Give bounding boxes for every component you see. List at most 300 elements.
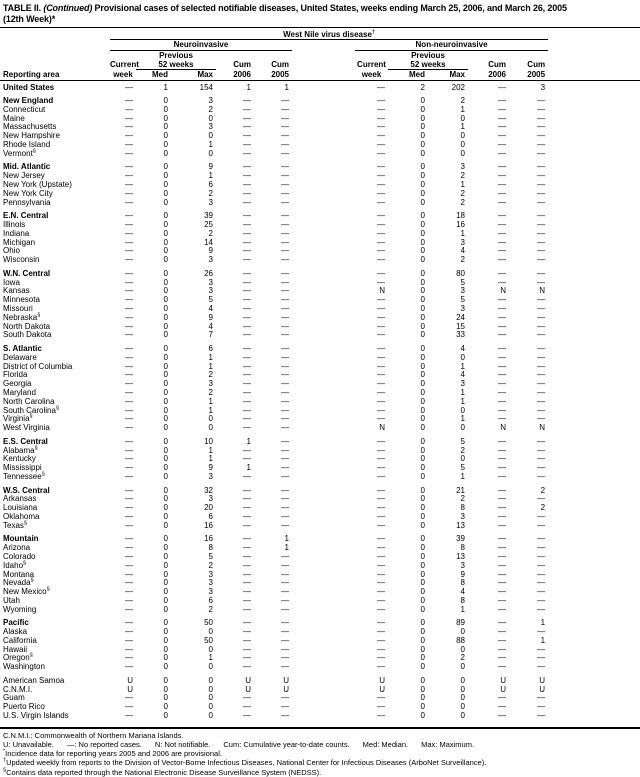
value-cell: 0 — [163, 471, 168, 481]
value-cell: — — [281, 344, 289, 353]
value-cell: — — [125, 82, 133, 92]
value-cell: 0 — [208, 423, 213, 433]
value-cell: — — [498, 197, 506, 207]
table-row — [0, 424, 640, 433]
value-cell: 0 — [163, 551, 168, 561]
value-cell: 0 — [163, 494, 168, 504]
column-gap — [292, 597, 355, 606]
value-cell: — — [125, 104, 133, 114]
value-cell: — — [498, 295, 506, 305]
value-cell: 1 — [208, 396, 213, 406]
value-cell: — — [498, 277, 506, 287]
value-cell: 1 — [460, 228, 465, 238]
trailing-space — [548, 447, 640, 456]
column-gap — [292, 672, 355, 686]
value-cell: 2 — [208, 188, 213, 198]
col-header-current-neuro: Current — [110, 60, 139, 69]
value-cell: — — [537, 148, 546, 158]
value-cell: 0 — [460, 454, 465, 464]
value-cell: — — [243, 171, 251, 181]
reporting-area-cell: Maryland — [3, 387, 36, 397]
value-cell: 2 — [460, 653, 465, 663]
notifiable-diseases-table — [0, 28, 640, 729]
trailing-space — [548, 531, 640, 545]
value-cell: 0 — [163, 211, 168, 221]
reporting-area-cell: Wyoming — [3, 604, 37, 614]
column-gap — [292, 354, 355, 363]
value-cell: — — [125, 414, 133, 424]
value-cell: — — [243, 387, 251, 397]
value-cell: — — [281, 387, 289, 397]
value-cell: — — [498, 370, 506, 380]
value-cell: — — [281, 551, 289, 561]
value-cell: — — [498, 662, 506, 672]
value-cell: 2 — [460, 197, 465, 207]
value-cell: — — [377, 387, 385, 397]
value-cell: — — [498, 304, 506, 314]
reporting-area-cell: Massachusetts — [3, 122, 57, 132]
value-cell: — — [498, 171, 506, 181]
value-cell: 7 — [208, 330, 213, 340]
header-blank — [509, 50, 548, 60]
value-cell: 3 — [460, 511, 465, 521]
value-cell: — — [243, 228, 251, 238]
value-cell: 0 — [420, 131, 425, 141]
trailing-space — [548, 221, 640, 230]
value-cell: — — [243, 295, 251, 305]
value-cell: — — [498, 321, 506, 331]
value-cell: 24 — [456, 312, 465, 322]
legend-med: Med: Median. — [362, 740, 409, 750]
trailing-space — [548, 571, 640, 580]
value-cell: 1 — [163, 82, 168, 92]
value-cell: — — [125, 702, 133, 712]
value-cell: — — [243, 197, 251, 207]
value-cell: — — [377, 255, 385, 265]
value-cell: — — [377, 171, 385, 181]
value-cell: 33 — [456, 330, 465, 340]
footnote-section — [3, 768, 640, 777]
trailing-space — [548, 694, 640, 703]
column-gap — [292, 522, 355, 531]
legend-unavailable: U: Unavailable. — [3, 740, 54, 750]
value-cell: U — [283, 684, 289, 694]
value-cell: 0 — [420, 370, 425, 380]
column-gap — [292, 181, 355, 190]
value-cell: — — [125, 131, 133, 141]
value-cell: 0 — [163, 148, 168, 158]
trailing-space — [548, 433, 640, 447]
value-cell: 25 — [204, 220, 213, 230]
value-cell: 0 — [163, 370, 168, 380]
value-cell: — — [125, 220, 133, 230]
value-cell: 0 — [208, 148, 213, 158]
col-header-med-neuro: Med — [136, 69, 171, 80]
value-cell: 0 — [208, 711, 213, 721]
value-cell: — — [377, 304, 385, 314]
reporting-area-cell: Mississippi — [3, 463, 42, 473]
reporting-area-cell: Illinois — [3, 220, 26, 230]
value-cell: — — [281, 405, 289, 415]
value-cell: 10 — [204, 436, 213, 446]
table-row — [0, 331, 640, 340]
value-cell: — — [281, 295, 289, 305]
value-cell: — — [377, 370, 385, 380]
reporting-area-cell: E.S. Central — [3, 436, 48, 446]
value-cell: 8 — [460, 503, 465, 513]
value-cell: — — [377, 211, 385, 221]
value-cell: — — [243, 344, 251, 353]
value-cell: — — [537, 104, 546, 114]
value-cell: — — [498, 220, 506, 230]
value-cell: — — [498, 702, 506, 712]
value-cell: — — [377, 569, 385, 579]
column-gap — [292, 646, 355, 655]
col-header-cum2006-neuro: Cum — [233, 60, 251, 69]
value-cell: 0 — [163, 113, 168, 123]
value-cell: — — [498, 255, 506, 265]
value-cell: — — [125, 197, 133, 207]
reporting-area-cell: C.N.M.I. — [3, 684, 33, 694]
value-cell: 2 — [208, 370, 213, 380]
value-cell: — — [537, 494, 546, 504]
value-cell: — — [377, 228, 385, 238]
value-cell: 1 — [284, 543, 289, 553]
column-gap — [292, 247, 355, 256]
value-cell: 50 — [204, 635, 213, 645]
value-cell: 0 — [163, 312, 168, 322]
trailing-space — [548, 712, 640, 728]
value-cell: 1 — [460, 387, 465, 397]
value-cell: — — [125, 711, 133, 721]
value-cell: — — [498, 471, 506, 481]
reporting-area-cell: Hawaii — [3, 644, 28, 654]
table-row — [0, 265, 640, 279]
value-cell: 0 — [163, 520, 168, 530]
footnote-text: Incidence data for reporting years 2005 and 2006 are provisional. — [5, 749, 222, 759]
reporting-area-cell: California — [3, 635, 37, 645]
value-cell: 2 — [208, 387, 213, 397]
column-gap — [292, 398, 355, 407]
table-row — [0, 207, 640, 221]
value-cell: 0 — [163, 414, 168, 424]
value-cell: 2 — [208, 228, 213, 238]
value-cell: 0 — [163, 96, 168, 106]
value-cell: 0 — [460, 423, 465, 433]
value-cell: — — [125, 445, 133, 455]
value-cell: — — [537, 578, 546, 588]
value-cell: — — [498, 494, 506, 504]
reporting-area-cell: Colorado — [3, 551, 36, 561]
value-cell: 0 — [420, 693, 425, 703]
value-cell: — — [537, 520, 546, 530]
column-gap — [292, 363, 355, 372]
value-cell: 0 — [420, 321, 425, 331]
value-cell: — — [498, 246, 506, 256]
value-cell: 0 — [208, 662, 213, 672]
col-header-week-nonneuro: week — [355, 69, 388, 80]
reporting-area-cell: W.N. Central — [3, 268, 51, 278]
value-cell: — — [377, 463, 385, 473]
trailing-space — [548, 80, 640, 92]
value-cell: U — [379, 684, 385, 694]
value-cell: 2 — [460, 494, 465, 504]
column-gap — [292, 199, 355, 208]
value-cell: — — [243, 122, 251, 132]
value-cell: — — [281, 578, 289, 588]
value-cell: — — [243, 304, 251, 314]
value-cell: — — [125, 246, 133, 256]
table-row — [0, 80, 640, 92]
value-cell: — — [537, 220, 546, 230]
value-cell: 0 — [420, 711, 425, 721]
column-gap — [292, 694, 355, 703]
reporting-area-cell: Texas§ — [3, 520, 27, 530]
value-cell: 0 — [460, 684, 465, 694]
trailing-space — [548, 615, 640, 629]
trailing-space — [548, 398, 640, 407]
column-gap — [292, 482, 355, 496]
value-cell: 1 — [208, 140, 213, 150]
column-gap — [292, 256, 355, 265]
value-cell: — — [125, 361, 133, 371]
value-cell: 9 — [208, 312, 213, 322]
value-cell: 0 — [420, 171, 425, 181]
value-cell: — — [243, 188, 251, 198]
value-cell: — — [125, 312, 133, 322]
value-cell: — — [125, 693, 133, 703]
reporting-area-cell: Montana — [3, 569, 35, 579]
value-cell: 1 — [208, 653, 213, 663]
reporting-area-cell: Tennessee§ — [3, 471, 45, 481]
value-cell: 14 — [204, 237, 213, 247]
value-cell: 0 — [460, 140, 465, 150]
value-cell: 3 — [208, 379, 213, 389]
value-cell: — — [281, 560, 289, 570]
value-cell: 0 — [163, 228, 168, 238]
value-cell: 0 — [163, 255, 168, 265]
column-gap — [292, 703, 355, 712]
col-header-max-nonneuro: Max — [428, 69, 468, 80]
value-cell: 5 — [460, 295, 465, 305]
value-cell: — — [281, 503, 289, 513]
value-cell: — — [281, 180, 289, 190]
table-body — [0, 80, 640, 728]
value-cell: — — [125, 148, 133, 158]
trailing-space — [548, 331, 640, 340]
value-cell: — — [498, 511, 506, 521]
value-cell: 0 — [420, 344, 425, 353]
value-cell: — — [498, 330, 506, 340]
column-gap — [292, 407, 355, 416]
trailing-space — [548, 473, 640, 482]
value-cell: — — [377, 122, 385, 132]
value-cell: 0 — [420, 551, 425, 561]
value-cell: 0 — [163, 321, 168, 331]
value-cell: 9 — [208, 246, 213, 256]
col-header-reporting-area: Reporting area — [0, 69, 110, 80]
value-cell: 0 — [163, 604, 168, 614]
value-cell: 0 — [420, 653, 425, 663]
reporting-area-cell: Kansas — [3, 286, 30, 296]
column-gap — [292, 389, 355, 398]
value-cell: — — [537, 344, 546, 353]
column-gap — [292, 473, 355, 482]
value-cell: — — [243, 604, 251, 614]
col-header-52weeks-neuro: 52 weeks — [136, 60, 216, 70]
column-gap — [292, 371, 355, 380]
value-cell: — — [125, 618, 133, 628]
value-cell: — — [281, 471, 289, 481]
value-cell: — — [243, 711, 251, 721]
value-cell: — — [243, 352, 251, 362]
header-blank — [548, 39, 640, 50]
value-cell: 20 — [204, 503, 213, 513]
value-cell: — — [377, 162, 385, 172]
value-cell: — — [281, 321, 289, 331]
value-cell: — — [498, 122, 506, 132]
value-cell: 0 — [420, 387, 425, 397]
trailing-space — [548, 672, 640, 686]
value-cell: — — [243, 104, 251, 114]
reporting-area-cell: Connecticut — [3, 104, 46, 114]
column-gap — [292, 571, 355, 580]
value-cell: — — [281, 511, 289, 521]
value-cell: 0 — [163, 140, 168, 150]
trailing-space — [548, 230, 640, 239]
value-cell: U — [127, 684, 133, 694]
trailing-space — [548, 207, 640, 221]
reporting-area-cell: Indiana — [3, 228, 30, 238]
value-cell: — — [243, 162, 251, 172]
reporting-area-cell: North Dakota — [3, 321, 51, 331]
value-cell: 3 — [208, 494, 213, 504]
value-cell: 0 — [460, 131, 465, 141]
value-cell: — — [377, 148, 385, 158]
footnote-cnmi: C.N.M.I.: Commonwealth of Northern Mariana Islands. — [3, 730, 184, 740]
trailing-space — [548, 256, 640, 265]
value-cell: — — [498, 503, 506, 513]
value-cell: 0 — [420, 277, 425, 287]
value-cell: — — [377, 82, 385, 92]
value-cell: — — [498, 543, 506, 553]
reporting-area-cell: Alabama§ — [3, 444, 38, 455]
legend-max: Max: Maximum. — [421, 740, 475, 750]
col-header-cum2005-nonneuro: Cum — [527, 60, 546, 69]
value-cell: 0 — [420, 587, 425, 597]
value-cell: — — [537, 304, 546, 314]
value-cell: — — [377, 578, 385, 588]
value-cell: — — [377, 587, 385, 597]
value-cell: 0 — [208, 684, 213, 694]
value-cell: — — [281, 220, 289, 230]
table-row — [0, 199, 640, 208]
disease-spanner-label: West Nile virus disease — [283, 29, 372, 39]
trailing-space — [548, 654, 640, 663]
value-cell: — — [377, 321, 385, 331]
value-cell: — — [377, 352, 385, 362]
value-cell: — — [498, 352, 506, 362]
value-cell: — — [125, 113, 133, 123]
value-cell: U — [539, 684, 546, 694]
value-cell: 3 — [540, 82, 546, 92]
col-header-cum2005-neuro: Cum — [271, 60, 289, 69]
column-gap — [292, 455, 355, 464]
value-cell: 0 — [420, 454, 425, 464]
value-cell: — — [537, 361, 546, 371]
value-cell: — — [243, 277, 251, 287]
value-cell: — — [377, 662, 385, 672]
value-cell: — — [281, 113, 289, 123]
value-cell: — — [377, 295, 385, 305]
value-cell: 0 — [420, 662, 425, 672]
column-gap — [292, 544, 355, 553]
value-cell: — — [377, 312, 385, 322]
value-cell: — — [281, 662, 289, 672]
value-cell: — — [281, 277, 289, 287]
value-cell: — — [243, 312, 251, 322]
value-cell: 1 — [460, 604, 465, 614]
value-cell: 0 — [420, 494, 425, 504]
value-cell: — — [498, 627, 506, 637]
value-cell: — — [125, 140, 133, 150]
value-cell: 0 — [420, 396, 425, 406]
value-cell: — — [281, 361, 289, 371]
column-gap — [292, 513, 355, 522]
trailing-space — [548, 597, 640, 606]
value-cell: — — [498, 445, 506, 455]
value-cell: 2 — [460, 188, 465, 198]
value-cell: — — [537, 587, 546, 597]
column-gap — [292, 606, 355, 615]
trailing-space — [548, 588, 640, 597]
value-cell: 0 — [460, 405, 465, 415]
value-cell: — — [377, 436, 385, 446]
value-cell: — — [125, 188, 133, 198]
value-cell: 1 — [208, 352, 213, 362]
value-cell: 1 — [208, 171, 213, 181]
column-gap — [292, 132, 355, 141]
reporting-area-cell: New York City — [3, 188, 53, 198]
value-cell: — — [498, 344, 506, 353]
value-cell: 2 — [208, 104, 213, 114]
value-cell: — — [243, 180, 251, 190]
value-cell: — — [243, 662, 251, 672]
value-cell: 0 — [420, 569, 425, 579]
value-cell: — — [281, 237, 289, 247]
value-cell: — — [498, 520, 506, 530]
trailing-space — [548, 562, 640, 571]
value-cell: — — [498, 379, 506, 389]
value-cell: 0 — [163, 180, 168, 190]
footnotes — [0, 729, 640, 777]
value-cell: — — [243, 361, 251, 371]
trailing-space — [548, 141, 640, 150]
value-cell: 0 — [163, 405, 168, 415]
value-cell: — — [537, 171, 546, 181]
value-cell: 21 — [456, 485, 465, 495]
value-cell: — — [125, 436, 133, 446]
value-cell: — — [243, 454, 251, 464]
reporting-area-cell: Vermont§ — [3, 148, 36, 158]
reporting-area-cell: Iowa — [3, 277, 20, 287]
header-blank — [0, 28, 110, 39]
value-cell: — — [537, 543, 546, 553]
value-cell: — — [498, 436, 506, 446]
table-row — [0, 672, 640, 686]
value-cell: N — [379, 423, 385, 433]
value-cell: — — [243, 693, 251, 703]
